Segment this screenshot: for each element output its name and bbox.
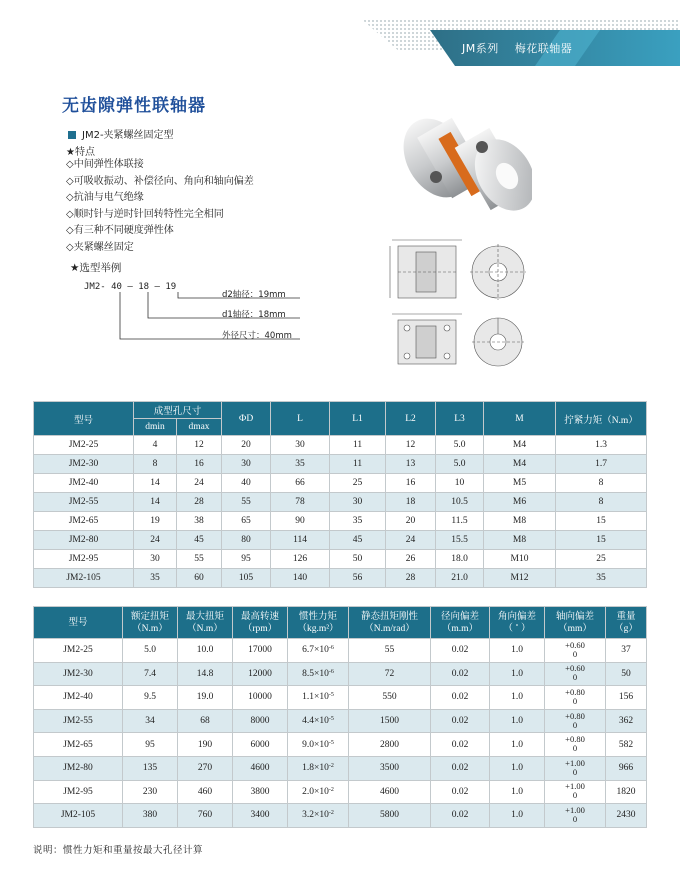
table-cell: M10 xyxy=(484,550,556,569)
table-cell: JM2-55 xyxy=(34,709,123,733)
table-cell: 3400 xyxy=(233,804,288,828)
tolerance-stack xyxy=(565,664,585,682)
table-row xyxy=(34,709,647,733)
table-cell: 21.0 xyxy=(436,569,484,588)
subtitle-text: JM2-夹紧螺丝固定型 xyxy=(82,130,174,141)
table-cell: 460 xyxy=(178,780,233,804)
dimension-table-body xyxy=(34,436,647,588)
tolerance-stack xyxy=(565,759,585,777)
table-cell: 582 xyxy=(606,733,647,757)
inertia-mantissa: 8.5×10 xyxy=(302,668,329,679)
col-L1: L1 xyxy=(330,402,386,436)
table-cell: 17000 xyxy=(233,639,288,663)
table-cell: 0.02 xyxy=(431,686,490,710)
page-title: 无齿隙弹性联轴器 xyxy=(62,96,206,116)
table-cell: 95 xyxy=(123,733,178,757)
table-cell: 12 xyxy=(386,436,436,455)
inertia-cell xyxy=(288,662,349,686)
table-cell: 20 xyxy=(386,512,436,531)
feature-item: ◇夹紧螺丝固定 xyxy=(66,241,134,253)
table-cell: 0.02 xyxy=(431,662,490,686)
table-cell: 4 xyxy=(134,436,177,455)
col-weight xyxy=(606,607,647,639)
table-cell: 11 xyxy=(330,436,386,455)
table-cell: 35 xyxy=(271,455,330,474)
table-row xyxy=(34,780,647,804)
tolerance-upper: +0.80 xyxy=(565,686,585,697)
col-angular xyxy=(490,607,545,639)
table-cell: 11 xyxy=(330,455,386,474)
inertia-cell xyxy=(288,686,349,710)
col-L3: L3 xyxy=(436,402,484,436)
table-cell: 7.4 xyxy=(123,662,178,686)
table-cell: 1.0 xyxy=(490,756,545,780)
table-cell: 15 xyxy=(556,512,647,531)
tolerance-upper: +0.60 xyxy=(565,639,585,650)
table-cell: 66 xyxy=(271,474,330,493)
table-row xyxy=(34,512,647,531)
axial-tolerance-cell xyxy=(545,804,606,828)
table-cell: 56 xyxy=(330,569,386,588)
table-row xyxy=(34,474,647,493)
header-banner xyxy=(0,0,680,78)
table-cell: 90 xyxy=(271,512,330,531)
selection-d2: 19 xyxy=(165,282,177,292)
col-rated-torque xyxy=(123,607,178,639)
table-cell: 230 xyxy=(123,780,178,804)
inertia-cell xyxy=(288,733,349,757)
stiffness-unit: （N.m/rad） xyxy=(364,623,415,634)
inertia-exponent: -2 xyxy=(328,786,334,793)
feature-list xyxy=(66,157,254,257)
radial-unit: （m.m） xyxy=(441,623,479,634)
table-cell: 8 xyxy=(134,455,177,474)
table-cell: 35 xyxy=(330,512,386,531)
table-cell: 760 xyxy=(178,804,233,828)
table-cell: 19 xyxy=(134,512,177,531)
axial-tolerance-cell xyxy=(545,662,606,686)
tolerance-lower: 0 xyxy=(572,672,578,683)
tolerance-stack xyxy=(565,688,585,706)
table-cell: JM2-40 xyxy=(34,474,134,493)
table-cell: 50 xyxy=(330,550,386,569)
angular-label: 角向偏差 xyxy=(497,611,536,622)
col-L: L xyxy=(271,402,330,436)
table-cell: 18 xyxy=(386,493,436,512)
selection-prefix: JM2- xyxy=(84,282,106,292)
axial-tolerance-cell xyxy=(545,709,606,733)
table-cell: 38 xyxy=(177,512,222,531)
selection-d1: 18 xyxy=(138,282,150,292)
table-row xyxy=(34,455,647,474)
table-cell: 8 xyxy=(556,474,647,493)
table-cell: 1820 xyxy=(606,780,647,804)
table-cell: 11.5 xyxy=(436,512,484,531)
stiffness-label: 静态扭矩刚性 xyxy=(360,611,418,622)
tolerance-upper: +0.60 xyxy=(565,663,585,674)
table-cell: JM2-65 xyxy=(34,512,134,531)
dimension-table xyxy=(33,401,647,588)
table-cell: JM2-25 xyxy=(34,436,134,455)
table-cell: 190 xyxy=(178,733,233,757)
table-cell: 16 xyxy=(177,455,222,474)
table-cell: 20 xyxy=(222,436,271,455)
col-max-torque xyxy=(178,607,233,639)
table-cell: 1.3 xyxy=(556,436,647,455)
table-cell: 30 xyxy=(222,455,271,474)
max-torque-unit: （N.m） xyxy=(187,623,223,634)
inertia-mantissa: 9.0×10 xyxy=(302,739,329,750)
table-cell: 1.7 xyxy=(556,455,647,474)
table-cell: 1.0 xyxy=(490,709,545,733)
table-cell: 0.02 xyxy=(431,733,490,757)
inertia-exponent: -5 xyxy=(328,692,334,699)
inertia-cell xyxy=(288,756,349,780)
table-cell: 0.02 xyxy=(431,780,490,804)
table-cell: 1.0 xyxy=(490,733,545,757)
subtitle xyxy=(68,126,174,141)
table-cell: 55 xyxy=(349,639,431,663)
table-cell: 4600 xyxy=(233,756,288,780)
table-cell: 9.5 xyxy=(123,686,178,710)
table-cell: 55 xyxy=(222,493,271,512)
table-row xyxy=(34,569,647,588)
tolerance-upper: +1.00 xyxy=(565,757,585,768)
coupling-photo xyxy=(392,103,532,218)
table-cell: 28 xyxy=(177,493,222,512)
table-cell: 19.0 xyxy=(178,686,233,710)
tolerance-lower: 0 xyxy=(572,695,578,706)
col-radial xyxy=(431,607,490,639)
table-cell: 105 xyxy=(222,569,271,588)
table-cell: 10.5 xyxy=(436,493,484,512)
axial-unit: （mm） xyxy=(558,623,592,634)
table-cell: 25 xyxy=(330,474,386,493)
table-cell: M8 xyxy=(484,531,556,550)
inertia-mantissa: 4.4×10 xyxy=(302,716,329,727)
col-torque: 拧紧力矩（N.m） xyxy=(556,402,647,436)
table-cell: 14.8 xyxy=(178,662,233,686)
table-cell: 1500 xyxy=(349,709,431,733)
inertia-cell xyxy=(288,639,349,663)
feature-item: ◇顺时针与逆时针回转特性完全相同 xyxy=(66,208,224,220)
table-cell: 156 xyxy=(606,686,647,710)
table-cell: 14 xyxy=(134,493,177,512)
table-cell: 72 xyxy=(349,662,431,686)
tolerance-stack xyxy=(565,735,585,753)
table-cell: 0.02 xyxy=(431,709,490,733)
table-cell: JM2-95 xyxy=(34,550,134,569)
axial-tolerance-cell xyxy=(545,733,606,757)
inertia-mantissa: 2.0×10 xyxy=(302,786,329,797)
table-row xyxy=(34,662,647,686)
weight-label: 重量 xyxy=(616,611,636,622)
table-cell: 966 xyxy=(606,756,647,780)
col-axial xyxy=(545,607,606,639)
table-cell: JM2-80 xyxy=(34,756,123,780)
table-cell: M4 xyxy=(484,455,556,474)
col-L2: L2 xyxy=(386,402,436,436)
table-row xyxy=(34,733,647,757)
d1-label: d1轴径：18mm xyxy=(222,310,286,320)
footnote: 说明：惯性力矩和重量按最大孔径计算 xyxy=(33,845,204,856)
table-cell: 8 xyxy=(556,493,647,512)
table-cell: 362 xyxy=(606,709,647,733)
d2-label: d2轴径：19mm xyxy=(222,290,286,300)
table-cell: JM2-30 xyxy=(34,662,123,686)
table-cell: 37 xyxy=(606,639,647,663)
selection-heading: ★选型举例 xyxy=(70,262,122,274)
table-cell: 8000 xyxy=(233,709,288,733)
inertia-exponent: -5 xyxy=(328,739,334,746)
inertia-mantissa: 3.2×10 xyxy=(302,810,329,821)
inertia-cell xyxy=(288,709,349,733)
square-bullet-icon xyxy=(68,131,76,139)
category-label: 梅花联轴器 xyxy=(514,42,573,55)
table-cell: 12000 xyxy=(233,662,288,686)
table-cell: 78 xyxy=(271,493,330,512)
feature-item: ◇有三种不同硬度弹性体 xyxy=(66,225,174,237)
inertia-mantissa: 6.7×10 xyxy=(302,645,329,656)
axial-tolerance-cell xyxy=(545,780,606,804)
table-cell: 5800 xyxy=(349,804,431,828)
table-cell: 45 xyxy=(177,531,222,550)
table-cell: JM2-30 xyxy=(34,455,134,474)
table-cell: 35 xyxy=(556,569,647,588)
col-max-speed xyxy=(233,607,288,639)
tolerance-upper: +1.00 xyxy=(565,781,585,792)
table-cell: M6 xyxy=(484,493,556,512)
table-cell: 24 xyxy=(134,531,177,550)
col-bore-size: 成型孔尺寸 xyxy=(134,402,222,419)
tolerance-stack xyxy=(565,712,585,730)
tolerance-upper: +0.80 xyxy=(565,710,585,721)
table-cell: 34 xyxy=(123,709,178,733)
table-cell: 6000 xyxy=(233,733,288,757)
table-cell: JM2-105 xyxy=(34,804,123,828)
feature-item: ◇中间弹性体联接 xyxy=(66,159,144,170)
table-cell: 1.0 xyxy=(490,804,545,828)
series-label: JM系列 xyxy=(462,42,499,55)
inertia-cell xyxy=(288,780,349,804)
table-cell: 65 xyxy=(222,512,271,531)
col-D: ФD xyxy=(222,402,271,436)
table-cell: 30 xyxy=(330,493,386,512)
table-cell: 80 xyxy=(222,531,271,550)
col-dmin: dmin xyxy=(134,419,177,436)
table-cell: 0.02 xyxy=(431,804,490,828)
inertia-exponent: -6 xyxy=(328,668,334,675)
table-cell: 2430 xyxy=(606,804,647,828)
table-cell: 95 xyxy=(222,550,271,569)
table-cell: 68 xyxy=(178,709,233,733)
table-cell: 5.0 xyxy=(436,455,484,474)
table-cell: 40 xyxy=(222,474,271,493)
inertia-exponent: -2 xyxy=(328,810,334,817)
table-cell: 140 xyxy=(271,569,330,588)
tolerance-stack xyxy=(565,641,585,659)
table-cell: 50 xyxy=(606,662,647,686)
inertia-exponent: -2 xyxy=(328,763,334,770)
table-cell: 1.0 xyxy=(490,780,545,804)
table-cell: 3500 xyxy=(349,756,431,780)
tolerance-stack xyxy=(565,782,585,800)
table-cell: 25 xyxy=(556,550,647,569)
table-cell: 270 xyxy=(178,756,233,780)
rated-torque-unit: （N.m） xyxy=(132,623,168,634)
table-cell: 126 xyxy=(271,550,330,569)
table-cell: 10000 xyxy=(233,686,288,710)
table-cell: 0.02 xyxy=(431,756,490,780)
table-row xyxy=(34,550,647,569)
table-cell: 1.0 xyxy=(490,639,545,663)
max-speed-unit: （rpm） xyxy=(242,623,278,634)
table-row xyxy=(34,804,647,828)
inertia-label: 惯性力矩 xyxy=(298,611,337,622)
table-cell: 13 xyxy=(386,455,436,474)
tolerance-lower: 0 xyxy=(572,743,578,754)
axial-label: 轴向偏差 xyxy=(555,611,594,622)
inertia-mantissa: 1.8×10 xyxy=(302,763,329,774)
table-cell: 550 xyxy=(349,686,431,710)
radial-label: 径向偏差 xyxy=(440,611,479,622)
tolerance-lower: 0 xyxy=(572,648,578,659)
table-cell: 30 xyxy=(134,550,177,569)
table-cell: 16 xyxy=(386,474,436,493)
tolerance-stack xyxy=(565,806,585,824)
table-cell: 5.0 xyxy=(123,639,178,663)
inertia-mantissa: 1.1×10 xyxy=(302,692,329,703)
col-M: M xyxy=(484,402,556,436)
performance-table xyxy=(33,606,647,828)
axial-tolerance-cell xyxy=(545,686,606,710)
selection-code: JM2- 40 – 18 – 19 xyxy=(84,282,177,292)
table-row xyxy=(34,639,647,663)
table-cell: 3800 xyxy=(233,780,288,804)
banner-graphic xyxy=(0,0,680,78)
table-cell: JM2-80 xyxy=(34,531,134,550)
table-cell: 15.5 xyxy=(436,531,484,550)
col-model: 型号 xyxy=(34,402,134,436)
tolerance-upper: +1.00 xyxy=(565,804,585,815)
col-dmax: dmax xyxy=(177,419,222,436)
inertia-cell xyxy=(288,804,349,828)
tolerance-lower: 0 xyxy=(572,790,578,801)
tolerance-lower: 0 xyxy=(572,813,578,824)
table-cell: M12 xyxy=(484,569,556,588)
tolerance-lower: 0 xyxy=(572,766,578,777)
col-inertia xyxy=(288,607,349,639)
table-cell: 1.0 xyxy=(490,686,545,710)
banner-text xyxy=(462,40,584,56)
features-heading: ★特点 xyxy=(66,147,95,158)
selection-size: 40 xyxy=(111,282,122,292)
table-cell: 35 xyxy=(134,569,177,588)
table-cell: 1.0 xyxy=(490,662,545,686)
inertia-unit: （kg.m²） xyxy=(297,623,339,634)
table-row xyxy=(34,686,647,710)
table-cell: JM2-40 xyxy=(34,686,123,710)
feature-item: ◇可吸收振动、补偿径向、角向和轴向偏差 xyxy=(66,175,254,187)
table-cell: JM2-25 xyxy=(34,639,123,663)
table-row xyxy=(34,756,647,780)
table-cell: 26 xyxy=(386,550,436,569)
table-cell: 15 xyxy=(556,531,647,550)
col-model: 型号 xyxy=(34,607,123,639)
table-row xyxy=(34,531,647,550)
technical-drawing xyxy=(380,228,550,370)
table-cell: 2800 xyxy=(349,733,431,757)
table-cell: 135 xyxy=(123,756,178,780)
table-cell: 12 xyxy=(177,436,222,455)
feature-item: ◇抗油与电气绝缘 xyxy=(66,192,144,204)
table-cell: 28 xyxy=(386,569,436,588)
weight-unit: （g） xyxy=(614,623,638,634)
table-cell: M8 xyxy=(484,512,556,531)
table-cell: JM2-95 xyxy=(34,780,123,804)
axial-tolerance-cell xyxy=(545,756,606,780)
table-cell: 18.0 xyxy=(436,550,484,569)
inertia-exponent: -6 xyxy=(328,645,334,652)
table-cell: 380 xyxy=(123,804,178,828)
table-cell: 55 xyxy=(177,550,222,569)
tolerance-lower: 0 xyxy=(572,719,578,730)
table-cell: JM2-55 xyxy=(34,493,134,512)
max-torque-label: 最大扭矩 xyxy=(185,611,224,622)
table-cell: 0.02 xyxy=(431,639,490,663)
table-cell: 14 xyxy=(134,474,177,493)
table-cell: 24 xyxy=(177,474,222,493)
axial-tolerance-cell xyxy=(545,639,606,663)
tolerance-upper: +0.80 xyxy=(565,734,585,745)
col-stiffness xyxy=(349,607,431,639)
table-cell: JM2-65 xyxy=(34,733,123,757)
table-cell: 60 xyxy=(177,569,222,588)
angular-unit: （ ˚ ） xyxy=(503,623,531,634)
performance-table-body xyxy=(34,639,647,828)
table-row xyxy=(34,493,647,512)
table-cell: 30 xyxy=(271,436,330,455)
table-cell: 5.0 xyxy=(436,436,484,455)
table-cell: JM2-105 xyxy=(34,569,134,588)
table-cell: 24 xyxy=(386,531,436,550)
table-cell: M4 xyxy=(484,436,556,455)
od-label: 外径尺寸：40mm xyxy=(222,331,292,341)
table-cell: 45 xyxy=(330,531,386,550)
table-cell: M5 xyxy=(484,474,556,493)
inertia-exponent: -5 xyxy=(328,716,334,723)
table-row xyxy=(34,436,647,455)
table-cell: 10.0 xyxy=(178,639,233,663)
rated-torque-label: 额定扭矩 xyxy=(130,611,169,622)
table-cell: 114 xyxy=(271,531,330,550)
table-cell: 10 xyxy=(436,474,484,493)
max-speed-label: 最高转速 xyxy=(240,611,279,622)
table-cell: 4600 xyxy=(349,780,431,804)
